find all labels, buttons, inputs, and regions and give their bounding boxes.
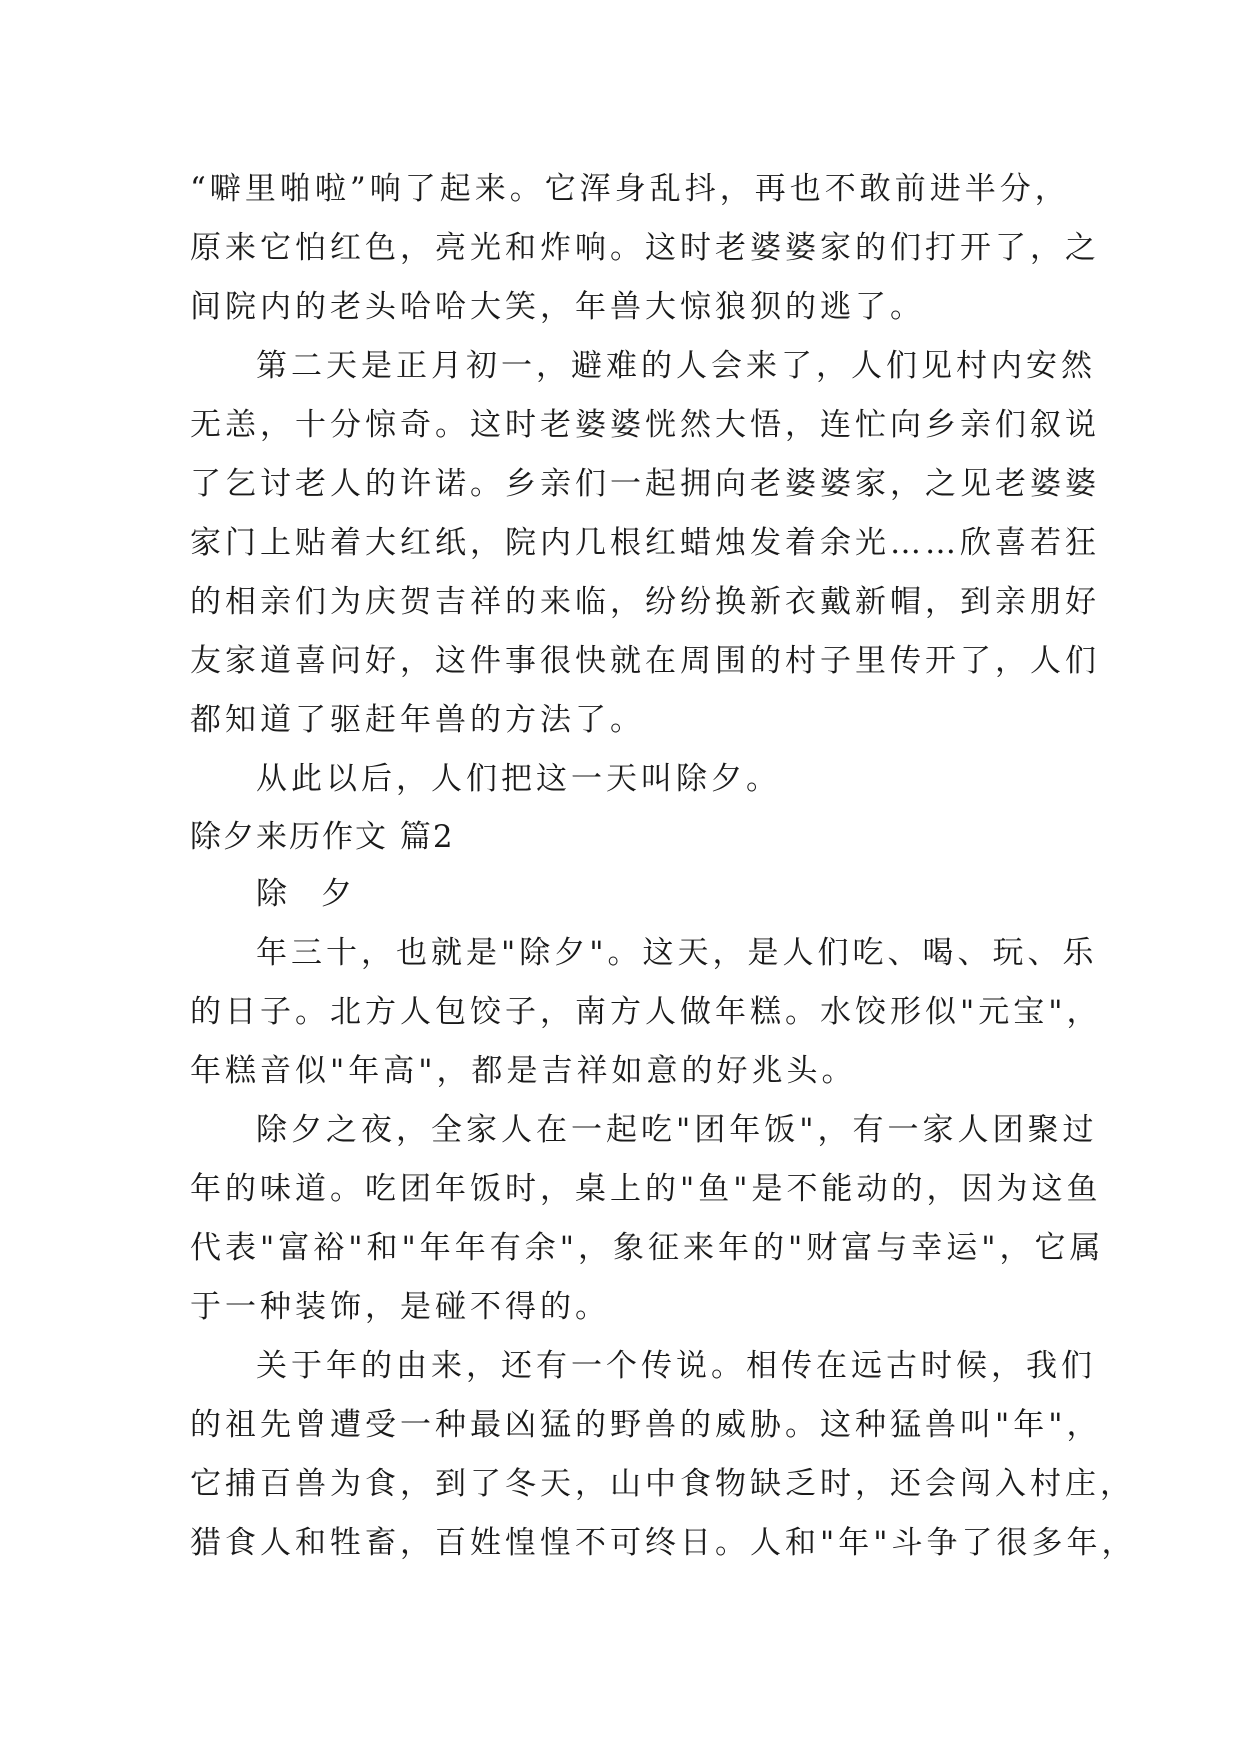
text-line: 关于年的由来，还有一个传说。相传在远古时候，我们: [256, 1348, 1096, 1384]
text-line: 都知道了驱赶年兽的方法了。: [190, 702, 645, 738]
text-line: 的相亲们为庆贺吉祥的来临，纷纷换新衣戴新帽，到亲朋好: [190, 584, 1100, 620]
text-line: 年三十，也就是"除夕"。这天，是人们吃、喝、玩、乐: [256, 935, 1098, 971]
paragraph-3: [190, 750, 1070, 809]
text-line: 除夕之夜，全家人在一起吃"团年饭"，有一家人团聚过: [256, 1112, 1098, 1148]
text-line: 年糕音似"年高"，都是吉祥如意的好兆头。: [190, 1053, 857, 1089]
text-line: 猎食人和牲畜，百姓惶惶不可终日。人和"年"斗争了很多年，: [190, 1525, 1137, 1561]
text-line: 第二天是正月初一，避难的人会来了，人们见村内安然: [256, 348, 1096, 384]
section-heading: 除夕来历作文 篇2: [190, 819, 455, 855]
text-line: 无恙，十分惊奇。这时老婆婆恍然大悟，连忙向乡亲们叙说: [190, 407, 1100, 443]
section2-paragraph-1: [190, 924, 1102, 1101]
text-line: 代表"富裕"和"年年有余"，象征来年的"财富与幸运"，它属: [190, 1230, 1105, 1266]
text-line: 从此以后，人们把这一天叫除夕。: [256, 761, 781, 797]
text-line: 它捕百兽为食，到了冬天，山中食物缺乏时，还会闯入村庄，: [190, 1466, 1135, 1502]
text-line: 的祖先曾遭受一种最凶猛的野兽的威胁。这种猛兽叫"年"，: [190, 1407, 1102, 1443]
essay-subtitle: 除 夕: [256, 876, 364, 912]
paragraph-1: [190, 160, 1100, 337]
text-line: 的日子。北方人包饺子，南方人做年糕。水饺形似"元宝"，: [190, 994, 1102, 1030]
document-page: [190, 160, 1137, 1573]
text-line: 友家道喜问好，这件事很快就在周围的村子里传开了，人们: [190, 643, 1100, 679]
text-line: 间院内的老头哈哈大笑，年兽大惊狼狈的逃了。: [190, 289, 925, 325]
text-line: “噼里啪啦”响了起来。它浑身乱抖，再也不敢前进半分，: [190, 171, 1070, 207]
text-line: 于一种装饰，是碰不得的。: [190, 1289, 610, 1325]
section2-paragraph-2: [190, 1101, 1105, 1337]
text-line: 原来它怕红色，亮光和炸响。这时老婆婆家的们打开了，之: [190, 230, 1100, 266]
text-line: 年的味道。吃团年饭时，桌上的"鱼"是不能动的，因为这鱼: [190, 1171, 1102, 1207]
text-line: 家门上贴着大红纸，院内几根红蜡烛发着余光……欣喜若狂: [190, 525, 1100, 561]
text-line: 了乞讨老人的许诺。乡亲们一起拥向老婆婆家，之见老婆婆: [190, 466, 1100, 502]
paragraph-2: [190, 337, 1100, 750]
section2-paragraph-3: [190, 1337, 1137, 1573]
